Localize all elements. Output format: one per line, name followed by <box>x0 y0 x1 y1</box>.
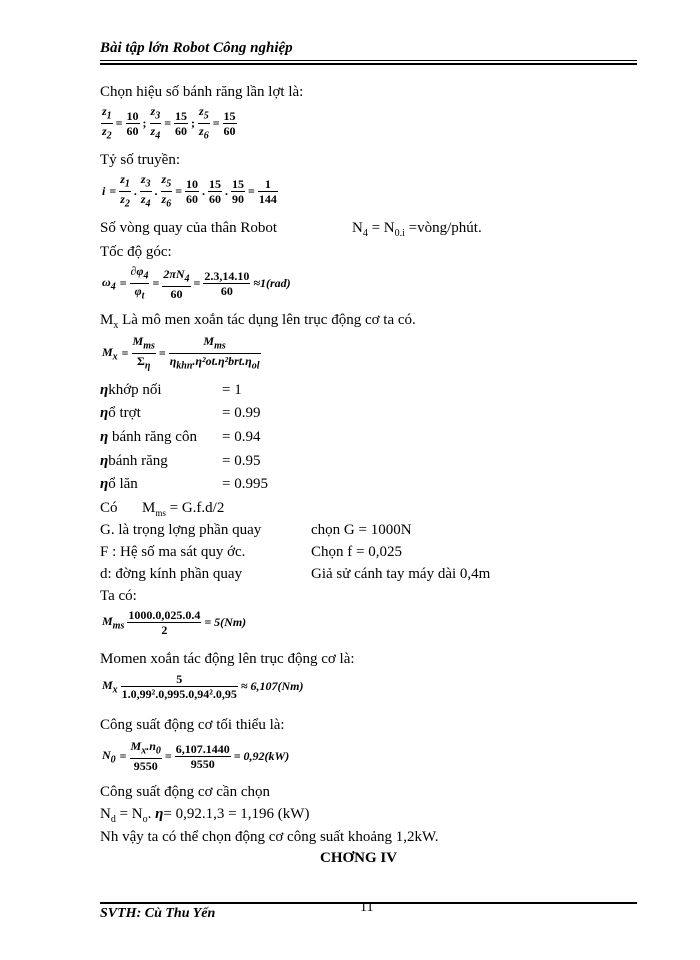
text-f-value: Chọn f = 0,025 <box>311 544 402 560</box>
text-conclusion: Nh vậy ta có thể chọn động cơ công suất khoảng 1,2kW. <box>100 829 439 845</box>
eta-row-coupling: ηkhớp nối <box>100 382 162 398</box>
text-nd-equation: $N_d = N_o$. η= 0,92.1,3 = 1,196 (kW) <box>100 806 310 825</box>
text-motor-torque: Momen xoắn tác động lên trục động cơ là: <box>100 651 355 667</box>
eta-value-gear: = 0.95 <box>222 453 261 469</box>
text-required-power: Công suất động cơ cần chọn <box>100 784 270 800</box>
header-title: Bài tập lớn Robot Công nghiệp <box>100 40 293 56</box>
text-transmission-ratio: Tỷ số truyền: <box>100 152 180 168</box>
text-gear-choice: Chọn hiệu số bánh răng lần lợt là: <box>100 84 304 100</box>
formula-angular-speed: $\omega_4$ = $\frac{\partial\varphi_4}{\varphi_t}$ = $\frac{2\pi N_4}{60}$ = $\frac{2.3,14.10}{60}$ ≈1(rad) <box>102 264 291 302</box>
text-d-definition: d: đờng kính phần quay <box>100 566 243 582</box>
eta-row-bevel-gear: η bánh răng côn <box>100 429 197 445</box>
formula-mms-value: $M_{ms}$ $\frac{1000.0,025.0.4}{2}$ = 5(Nm) <box>102 608 247 637</box>
formula-mx-value: $M_x$ $\frac{5}{\text{1.0,99².0,995.0,94².0,95}}$ ≈ 6,107(Nm) <box>102 672 304 701</box>
text-torque-definition: $M_x$ Là mô men xoắn tác dụng lên trục động cơ ta có. <box>100 312 416 331</box>
eta-row-gear: ηbánh răng <box>100 453 168 469</box>
text-d-value: Giả sử cánh tay máy dài 0,4m <box>311 566 491 582</box>
footer-author: SVTH: Cù Thu Yến <box>100 906 216 921</box>
text-g-definition: G. là trọng lợng phần quay <box>100 522 262 538</box>
eta-row-sliding-bearing: ηổ trợt <box>100 405 141 421</box>
formula-gear-ratios: $\frac{z_1}{z_2}$ = $\frac{10}{60}$ ; $\frac{z_3}{z_4}$ = $\frac{15}{60}$ ; $\frac{z_5}{z_6}$ = $\frac{15}{60}$ <box>102 104 236 142</box>
page-number: 11 <box>360 900 374 915</box>
formula-total-ratio: i = $\frac{z_1}{z_2}$ . $\frac{z_3}{z_4}$ . $\frac{z_5}{z_6}$ = $\frac{10}{60}$ . $\frac{15}{60}$ . $\frac{15}{90}$ = $\frac{1}{144}$ <box>102 172 277 210</box>
text-rotation-speed-eq: $N_4 = N_{0.i}$ =vòng/phút. <box>352 220 482 239</box>
header-rule-thick <box>100 63 637 65</box>
text-ta-co: Ta có: <box>100 588 137 604</box>
text-min-power: Công suất động cơ tối thiểu là: <box>100 717 285 733</box>
text-robot-rotation: Số vòng quay của thân Robot <box>100 220 278 236</box>
eta-value-rolling-bearing: = 0.995 <box>222 476 268 492</box>
chapter-heading: CHƠNG IV <box>320 850 398 866</box>
eta-value-coupling: = 1 <box>222 382 242 398</box>
text-angular-speed: Tốc độ góc: <box>100 244 172 260</box>
text-co: Có <box>100 500 118 516</box>
eta-row-rolling-bearing: ηổ lăn <box>100 476 138 492</box>
eta-value-bevel-gear: = 0.94 <box>222 429 261 445</box>
text-g-value: chọn G = 1000N <box>311 522 412 538</box>
formula-power: $N_0$ = $\frac{M_x.n_0}{9550}$ = $\frac{6,107.1440}{9550}$ = 0,92(kW) <box>102 739 290 774</box>
formula-torque: $M_x$ = $\frac{M_{ms}}{\Sigma_\eta}$ = $\frac{M_{ms}}{\eta_{khn}.\eta^2ot.\eta^2brt.\eta_{ol}}$ <box>102 334 260 372</box>
eta-value-sliding-bearing: = 0.99 <box>222 405 261 421</box>
text-f-definition: F : Hệ số ma sát quy ớc. <box>100 544 246 560</box>
text-mms-equation: $M_{ms} = G.f.d/2$ <box>142 500 225 518</box>
header-rule <box>100 60 637 61</box>
